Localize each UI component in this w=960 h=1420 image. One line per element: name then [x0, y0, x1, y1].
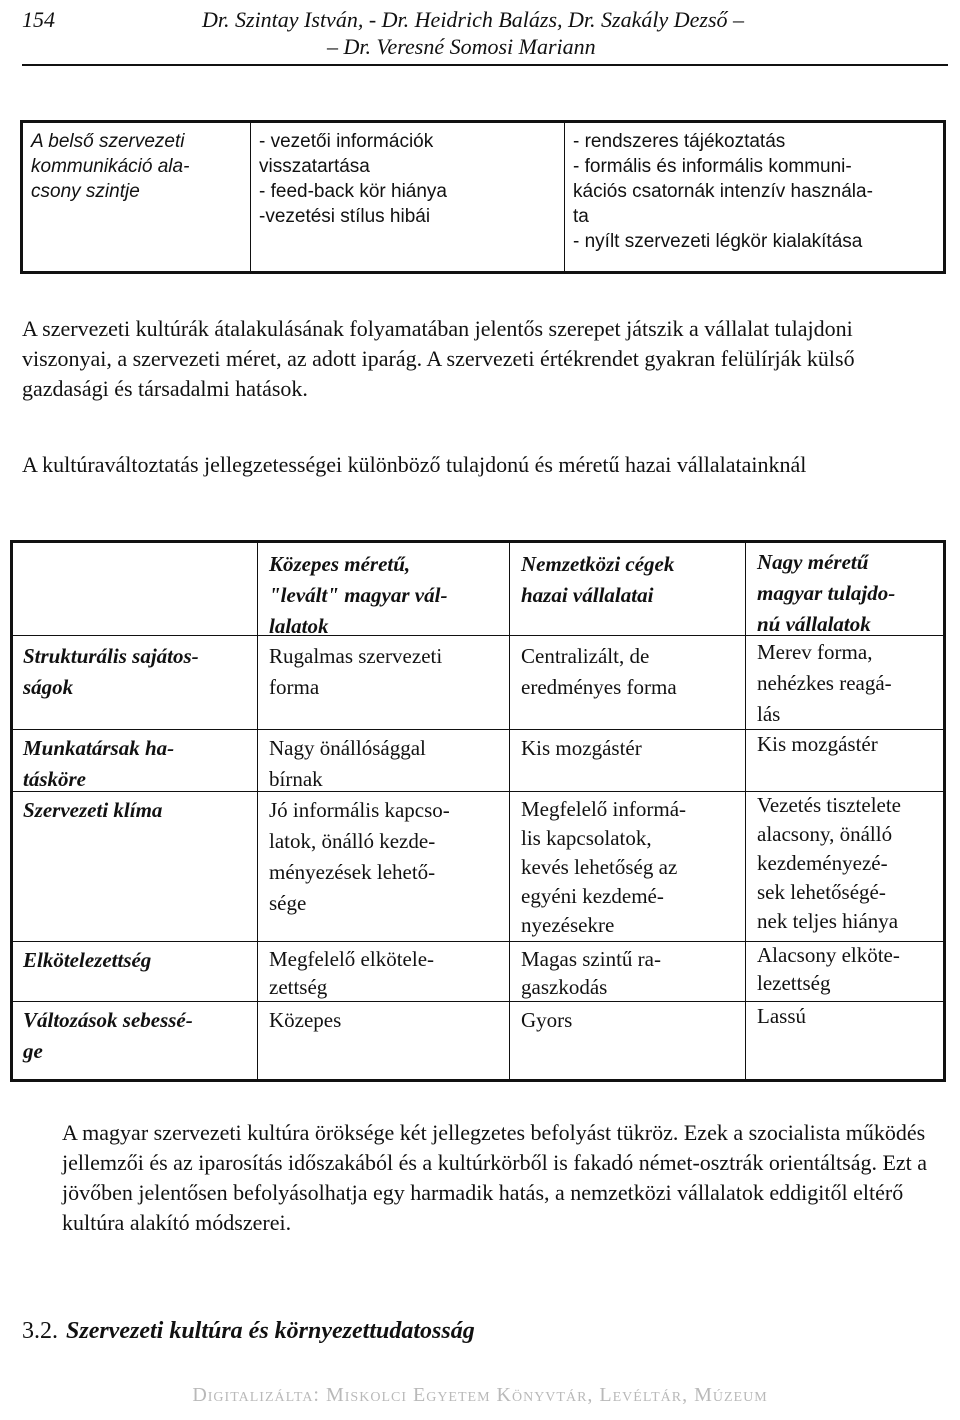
top-table-text: - vezetői információk — [259, 131, 434, 152]
cell-text: lezettség — [757, 971, 831, 995]
row-label-authority — [17, 733, 255, 795]
row-label-structural — [17, 641, 255, 703]
section-heading — [22, 1318, 475, 1345]
cell-text: sége — [269, 891, 307, 915]
top-table-text: -vezetési stílus hibái — [259, 206, 431, 227]
cell-text: nyezésekre — [521, 913, 615, 937]
row-label-text: Munkatársak ha- — [23, 736, 175, 760]
cell-text: nehézkes reagá- — [757, 671, 892, 695]
header-text: magyar tulajdo- — [757, 581, 896, 605]
cell-text: egyéni kezdemé- — [521, 884, 664, 908]
cell-text: Gyors — [521, 1008, 573, 1032]
cell-text: lás — [757, 702, 781, 726]
top-table-text: - feed-back kör hiánya — [259, 181, 447, 202]
row-label-commitment — [17, 945, 255, 976]
cell-text: Centralizált, de — [521, 644, 650, 668]
paragraph-heritage: A magyar szervezeti kultúra öröksége két jellegzetes befolyást tükröz. Ezek a szocialista működés jellemzői és az iparosítás időszakából és a kultúrkörből is fakadó német-osztrák orientáltság. Ezt a jövőben jelentősen befolyásolhatja egy harmadik hatás, a nemzetközi vállalatok eddigitől eltérő kultúra alakító módszerei. — [62, 1120, 928, 1235]
cell-text: ményezések lehető- — [269, 860, 436, 884]
table-cell — [751, 729, 941, 760]
header-large-hungarian-companies — [751, 547, 941, 640]
cell-text: Merev forma, — [757, 640, 873, 664]
cell-text: Megfelelő informá- — [521, 797, 687, 821]
table-cell — [515, 733, 741, 764]
cell-text: gaszkodás — [521, 975, 608, 999]
cell-text: Vezetés tisztelete — [757, 793, 902, 817]
table-divider — [257, 543, 258, 1079]
top-table-text: - rendszeres tájékoztatás — [573, 131, 786, 152]
top-table-col-causes — [251, 123, 565, 271]
top-table-col-solutions — [565, 123, 943, 271]
table-cell — [515, 945, 741, 1001]
cell-text: forma — [269, 675, 320, 699]
row-label-text: Strukturális sajátos- — [23, 644, 199, 668]
cell-text: Alacsony elköte- — [757, 943, 900, 967]
cell-text: Megfelelő elkötele- — [269, 947, 435, 971]
header-text: Nagy méretű — [757, 550, 869, 574]
cell-text: kezdeményezé- — [757, 851, 888, 875]
cell-text: zettség — [269, 975, 328, 999]
paragraph-ownership: A szervezeti kultúrák átalakulásának folyamatában jelentős szerepet játszik a vállalat tulajdoni viszonyai, a szervezeti méret, az adott iparág. A szervezeti értékrendet gyakran felülírják külső gazdasági és társadalmi hatások. — [22, 316, 855, 401]
top-table-text: csony szintje — [31, 181, 140, 202]
cell-text: bírnak — [269, 767, 323, 791]
table-cell — [751, 941, 941, 997]
cell-text: Magas szintű ra- — [521, 947, 661, 971]
page-number: 154 — [22, 7, 55, 32]
header-text: Nemzetközi cégek — [521, 552, 675, 576]
top-table-text: - formális és informális kommuni- — [573, 156, 852, 177]
header-text: "levált" magyar vál- — [269, 583, 448, 607]
top-table-text: - nyílt szervezeti légkör kialakítása — [573, 231, 863, 252]
cell-text: Közepes — [269, 1008, 342, 1032]
table-cell — [751, 1001, 941, 1032]
row-label-text: ge — [23, 1039, 43, 1063]
header-text: Közepes méretű, — [269, 552, 411, 576]
top-table-text: kációs csatornák intenzív használa- — [573, 181, 873, 202]
table-cell — [263, 945, 503, 1001]
header-medium-companies — [263, 549, 503, 642]
table-cell — [515, 795, 741, 940]
row-label-change-speed — [17, 1005, 255, 1067]
cell-text: Kis mozgástér — [757, 732, 878, 756]
section-title-text: Szervezeti kultúra és környezettudatosság — [66, 1318, 475, 1344]
culture-change-table — [10, 540, 946, 1082]
row-label-text: Szervezeti klíma — [23, 798, 163, 822]
table-cell — [263, 795, 503, 919]
digitization-footer: Digitalizálta: Miskolci Egyetem Könyvtár, Levéltár, Múzeum — [192, 1384, 768, 1406]
section-number: 3.2. — [22, 1318, 58, 1344]
table-divider — [745, 543, 746, 1079]
cell-text: alacsony, önálló — [757, 822, 893, 846]
table-cell — [515, 641, 741, 703]
cell-text: Lassú — [757, 1004, 806, 1028]
header-text: nú vállalatok — [757, 612, 871, 636]
cell-text: kevés lehetőség az — [521, 855, 678, 879]
table-caption: A kultúraváltoztatás jellegzetességei különböző tulajdonú és méretű hazai vállalatainknál — [22, 452, 807, 477]
top-table-text: ta — [573, 206, 589, 227]
top-table-col-problem — [23, 123, 251, 271]
header-text: hazai vállalatai — [521, 583, 654, 607]
cell-text: eredményes forma — [521, 675, 677, 699]
table-cell — [515, 1005, 741, 1036]
cell-text: nek teljes hiánya — [757, 909, 899, 933]
cell-text: Kis mozgástér — [521, 736, 642, 760]
cell-text: Nagy önállósággal — [269, 736, 426, 760]
header-text: lalatok — [269, 614, 329, 638]
top-table-text: kommunikáció ala- — [31, 156, 190, 177]
table-divider — [509, 543, 510, 1079]
row-label-text: Elkötelezettség — [23, 948, 152, 972]
top-table-text: A belső szervezeti — [31, 131, 185, 152]
table-cell — [263, 641, 503, 703]
cell-text: latok, önálló kezde- — [269, 829, 436, 853]
cell-text: Rugalmas szervezeti — [269, 644, 443, 668]
cell-text: lis kapcsolatok, — [521, 826, 652, 850]
communication-table — [20, 120, 946, 274]
table-cell — [751, 637, 941, 730]
cell-text: sek lehetőségé- — [757, 880, 886, 904]
row-label-climate — [17, 795, 255, 826]
row-label-text: tásköre — [23, 767, 86, 791]
table-cell — [751, 791, 941, 936]
table-cell — [263, 1005, 503, 1036]
top-table-text: visszatartása — [259, 156, 370, 177]
authors-line-1: Dr. Szintay István, - Dr. Heidrich Balázs, Dr. Szakály Dezső – — [202, 7, 745, 32]
row-label-text: ságok — [23, 675, 74, 699]
authors-line-2: – Dr. Veresné Somosi Mariann — [327, 34, 596, 59]
page-header — [22, 6, 942, 62]
table-cell — [263, 733, 503, 795]
cell-text: Jó informális kapcso- — [269, 798, 450, 822]
row-label-text: Változások sebessé- — [23, 1008, 193, 1032]
header-rule — [22, 64, 948, 66]
header-international-companies — [515, 549, 741, 611]
